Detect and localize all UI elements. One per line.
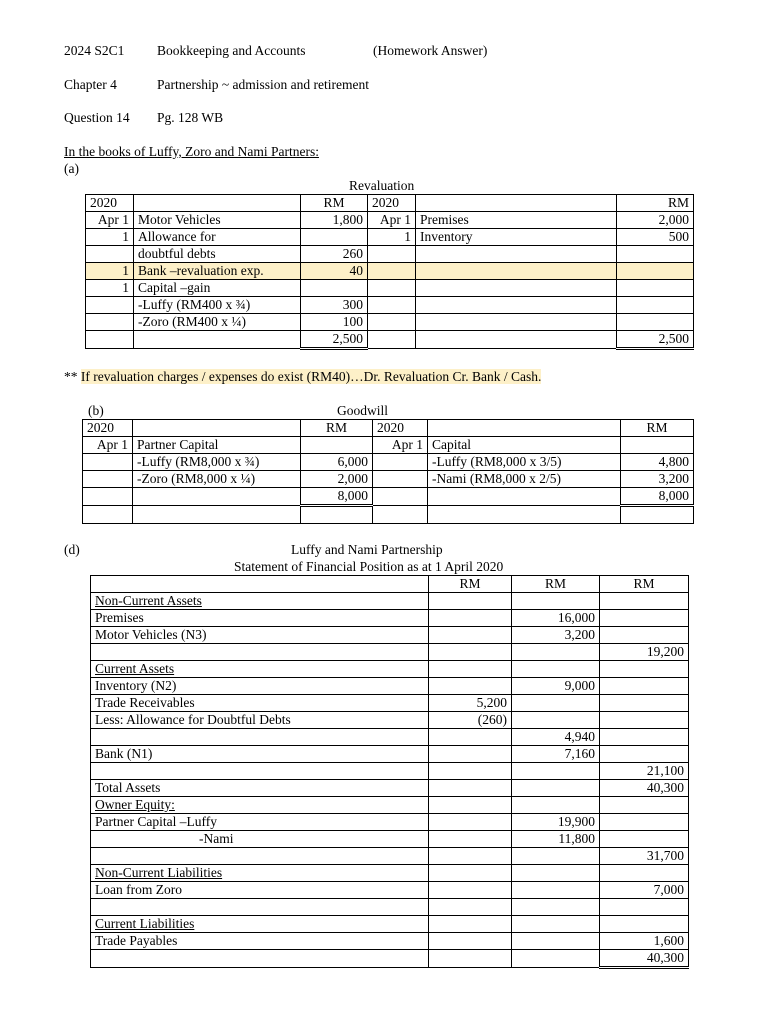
question-page: Pg. 128 WB xyxy=(157,110,224,125)
sofp-label: Motor Vehicles (N3) xyxy=(91,627,429,644)
goodwill-row xyxy=(83,471,694,488)
sofp-col3 xyxy=(600,865,689,882)
sofp-row xyxy=(91,848,689,865)
sofp-label xyxy=(91,899,429,916)
sofp-label: Bank (N1) xyxy=(91,746,429,763)
sofp-label: Inventory (N2) xyxy=(91,678,429,695)
date-left: Apr 1 xyxy=(83,437,133,454)
date-right xyxy=(373,488,428,506)
blank xyxy=(134,195,301,212)
particulars-left: -Zoro (RM400 x ¼) xyxy=(134,314,301,331)
revaluation-note-text: If revaluation charges / expenses do exist (RM40)…Dr. Revaluation Cr. Bank / Cash. xyxy=(80,369,542,384)
particulars-right xyxy=(416,297,617,314)
sofp-col1 xyxy=(429,729,512,746)
date-left: 1 xyxy=(86,263,134,280)
sofp-col2 xyxy=(512,933,600,950)
sofp-label xyxy=(91,763,429,780)
goodwill-row xyxy=(83,454,694,471)
sofp-col3 xyxy=(600,746,689,763)
revaluation-row xyxy=(86,229,694,246)
sofp-subtitle: Statement of Financial Position as at 1 April 2020 xyxy=(234,559,504,574)
sofp-col1 xyxy=(429,644,512,661)
date-right xyxy=(368,246,416,263)
date-left xyxy=(83,454,133,471)
particulars-left: Allowance for xyxy=(134,229,301,246)
date-right xyxy=(373,506,428,524)
amount-right xyxy=(617,246,694,263)
sofp-col1 xyxy=(429,882,512,899)
sofp-label: Less: Allowance for Doubtful Debts xyxy=(91,712,429,729)
sofp-col3: 40,300 xyxy=(600,780,689,797)
particulars-right: -Luffy (RM8,000 x 3/5) xyxy=(428,454,621,471)
books-title: In the books of Luffy, Zoro and Nami Partners: xyxy=(64,144,319,159)
sofp-col3 xyxy=(600,729,689,746)
particulars-right: Premises xyxy=(416,212,617,229)
sofp-col1 xyxy=(429,916,512,933)
sofp-col3 xyxy=(600,695,689,712)
year-right: 2020 xyxy=(373,420,428,437)
particulars-right xyxy=(416,263,617,280)
sofp-label: Loan from Zoro xyxy=(91,882,429,899)
sofp-col3 xyxy=(600,797,689,814)
sofp-col1: 5,200 xyxy=(429,695,512,712)
sofp-col2: 3,200 xyxy=(512,627,600,644)
particulars-right: -Nami (RM8,000 x 2/5) xyxy=(428,471,621,488)
homework-note: (Homework Answer) xyxy=(373,43,488,58)
sofp-label xyxy=(91,644,429,661)
sofp-title: Luffy and Nami Partnership xyxy=(291,542,443,557)
particulars-right xyxy=(416,331,617,349)
amount-right: 4,800 xyxy=(621,454,694,471)
subject-title: Bookkeeping and Accounts xyxy=(157,43,306,58)
part-a-label: (a) xyxy=(64,161,79,176)
revaluation-row xyxy=(86,263,694,280)
sofp-col3: 7,000 xyxy=(600,882,689,899)
sofp-label: Non-Current Liabilities xyxy=(91,865,429,882)
amount-right xyxy=(621,506,694,524)
sofp-label: Partner Capital –Luffy xyxy=(91,814,429,831)
sofp-col1 xyxy=(429,865,512,882)
sofp-row xyxy=(91,865,689,882)
particulars-left: Partner Capital xyxy=(133,437,301,454)
amount-right xyxy=(617,297,694,314)
amount-left: 1,800 xyxy=(301,212,368,229)
particulars-right xyxy=(428,488,621,506)
sofp-col3 xyxy=(600,831,689,848)
sofp-col1 xyxy=(429,661,512,678)
revaluation-row xyxy=(86,280,694,297)
amount-right: 2,500 xyxy=(617,331,694,349)
amount-right xyxy=(617,263,694,280)
amount-left: 2,000 xyxy=(301,471,373,488)
amount-left xyxy=(301,506,373,524)
sofp-col1 xyxy=(429,746,512,763)
sofp-label: Premises xyxy=(91,610,429,627)
date-right xyxy=(368,331,416,349)
amount-right xyxy=(617,314,694,331)
sofp-col2 xyxy=(512,712,600,729)
goodwill-header-row xyxy=(83,420,694,437)
particulars-right: Inventory xyxy=(416,229,617,246)
sofp-row xyxy=(91,593,689,610)
date-right xyxy=(368,314,416,331)
rm-col2: RM xyxy=(512,576,600,593)
sofp-col2 xyxy=(512,865,600,882)
sofp-row xyxy=(91,746,689,763)
particulars-left: doubtful debts xyxy=(134,246,301,263)
sofp-col2 xyxy=(512,797,600,814)
part-d-label: (d) xyxy=(64,542,80,557)
chapter-label: Chapter 4 xyxy=(64,77,117,92)
particulars-left: -Zoro (RM8,000 x ¼) xyxy=(133,471,301,488)
amount-left xyxy=(301,280,368,297)
sofp-col2: 7,160 xyxy=(512,746,600,763)
year-left: 2020 xyxy=(83,420,133,437)
sofp-col2: 11,800 xyxy=(512,831,600,848)
sofp-row xyxy=(91,899,689,916)
sofp-label: -Nami xyxy=(91,831,429,848)
date-right: Apr 1 xyxy=(373,437,428,454)
sofp-col3 xyxy=(600,712,689,729)
sofp-col1 xyxy=(429,814,512,831)
amount-right: 2,000 xyxy=(617,212,694,229)
rm-right: RM xyxy=(617,195,694,212)
sofp-col1 xyxy=(429,678,512,695)
sofp-label: Total Assets xyxy=(91,780,429,797)
particulars-left: -Luffy (RM8,000 x ¾) xyxy=(133,454,301,471)
date-right xyxy=(373,454,428,471)
amount-right: 8,000 xyxy=(621,488,694,506)
rm-right: RM xyxy=(621,420,694,437)
revaluation-header-row xyxy=(86,195,694,212)
date-left: 1 xyxy=(86,280,134,297)
sofp-label: Non-Current Assets xyxy=(91,593,429,610)
sofp-col3: 1,600 xyxy=(600,933,689,950)
sofp-label xyxy=(91,729,429,746)
sofp-label: Trade Payables xyxy=(91,933,429,950)
goodwill-row xyxy=(83,437,694,454)
sofp-col3: 31,700 xyxy=(600,848,689,865)
date-right xyxy=(373,471,428,488)
sofp-col1: (260) xyxy=(429,712,512,729)
sofp-col1 xyxy=(429,780,512,797)
amount-left: 6,000 xyxy=(301,454,373,471)
amount-left: 2,500 xyxy=(301,331,368,349)
sofp-col1 xyxy=(429,933,512,950)
date-left xyxy=(86,297,134,314)
rm-left: RM xyxy=(301,195,368,212)
particulars-left: Bank –revaluation exp. xyxy=(134,263,301,280)
date-left xyxy=(83,506,133,524)
sofp-col3: 21,100 xyxy=(600,763,689,780)
sofp-row xyxy=(91,780,689,797)
sofp-col1 xyxy=(429,763,512,780)
particulars-right: Capital xyxy=(428,437,621,454)
sofp-row xyxy=(91,729,689,746)
amount-right xyxy=(617,280,694,297)
sofp-col1 xyxy=(429,593,512,610)
sofp-label xyxy=(91,950,429,968)
sofp-row xyxy=(91,933,689,950)
sofp-row xyxy=(91,797,689,814)
sofp-col1 xyxy=(429,797,512,814)
revaluation-table xyxy=(85,194,694,350)
amount-left: 300 xyxy=(301,297,368,314)
amount-left xyxy=(301,229,368,246)
particulars-left: Capital –gain xyxy=(134,280,301,297)
sofp-col1 xyxy=(429,610,512,627)
sofp-col3 xyxy=(600,661,689,678)
sofp-col2 xyxy=(512,644,600,661)
date-left xyxy=(86,331,134,349)
sofp-col2: 9,000 xyxy=(512,678,600,695)
sofp-col3: 40,300 xyxy=(600,950,689,968)
date-right: 1 xyxy=(368,229,416,246)
amount-right xyxy=(621,437,694,454)
sofp-row xyxy=(91,916,689,933)
date-left: Apr 1 xyxy=(86,212,134,229)
sofp-label: Current Assets xyxy=(91,661,429,678)
sofp-col2 xyxy=(512,848,600,865)
blank xyxy=(91,576,429,593)
blank xyxy=(428,420,621,437)
goodwill-row xyxy=(83,506,694,524)
sofp-row xyxy=(91,763,689,780)
blank xyxy=(416,195,617,212)
sofp-col1 xyxy=(429,627,512,644)
sofp-row xyxy=(91,950,689,968)
date-left xyxy=(83,488,133,506)
part-b-label: (b) xyxy=(88,403,104,418)
goodwill-title: Goodwill xyxy=(337,403,389,418)
sofp-row xyxy=(91,661,689,678)
sofp-col2 xyxy=(512,763,600,780)
sofp-col3 xyxy=(600,627,689,644)
rm-left: RM xyxy=(301,420,373,437)
particulars-left xyxy=(133,506,301,524)
sofp-col1 xyxy=(429,950,512,968)
revaluation-row xyxy=(86,212,694,229)
sofp-col3: 19,200 xyxy=(600,644,689,661)
sofp-row xyxy=(91,814,689,831)
sofp-row xyxy=(91,882,689,899)
amount-left: 8,000 xyxy=(301,488,373,506)
amount-right: 3,200 xyxy=(621,471,694,488)
sofp-label xyxy=(91,848,429,865)
revaluation-row xyxy=(86,246,694,263)
course-code: 2024 S2C1 xyxy=(64,43,125,58)
sofp-col2 xyxy=(512,950,600,968)
date-left: 1 xyxy=(86,229,134,246)
sofp-col2 xyxy=(512,899,600,916)
question-label: Question 14 xyxy=(64,110,130,125)
sofp-row xyxy=(91,831,689,848)
sofp-row xyxy=(91,610,689,627)
amount-left: 100 xyxy=(301,314,368,331)
year-left: 2020 xyxy=(86,195,134,212)
sofp-row xyxy=(91,644,689,661)
particulars-left: Motor Vehicles xyxy=(134,212,301,229)
sofp-col3 xyxy=(600,814,689,831)
sofp-col2 xyxy=(512,882,600,899)
rm-col1: RM xyxy=(429,576,512,593)
sofp-table xyxy=(90,575,689,969)
goodwill-table xyxy=(82,419,694,524)
blank xyxy=(133,420,301,437)
amount-left: 40 xyxy=(301,263,368,280)
sofp-label: Owner Equity: xyxy=(91,797,429,814)
date-right: Apr 1 xyxy=(368,212,416,229)
goodwill-row xyxy=(83,488,694,506)
revaluation-row xyxy=(86,331,694,349)
sofp-col2 xyxy=(512,695,600,712)
sofp-col3 xyxy=(600,899,689,916)
sofp-col2 xyxy=(512,780,600,797)
sofp-col2 xyxy=(512,593,600,610)
particulars-left xyxy=(134,331,301,349)
rm-col3: RM xyxy=(600,576,689,593)
date-right xyxy=(368,263,416,280)
particulars-right xyxy=(428,506,621,524)
sofp-row xyxy=(91,627,689,644)
particulars-left: -Luffy (RM400 x ¾) xyxy=(134,297,301,314)
particulars-right xyxy=(416,246,617,263)
sofp-col3 xyxy=(600,678,689,695)
sofp-header-row xyxy=(91,576,689,593)
date-right xyxy=(368,280,416,297)
sofp-col2: 16,000 xyxy=(512,610,600,627)
sofp-col2 xyxy=(512,661,600,678)
revaluation-row xyxy=(86,297,694,314)
sofp-row xyxy=(91,695,689,712)
date-left xyxy=(83,471,133,488)
sofp-label: Trade Receivables xyxy=(91,695,429,712)
amount-left: 260 xyxy=(301,246,368,263)
date-left xyxy=(86,314,134,331)
year-right: 2020 xyxy=(368,195,416,212)
sofp-label: Current Liabilities xyxy=(91,916,429,933)
particulars-left xyxy=(133,488,301,506)
sofp-col2: 19,900 xyxy=(512,814,600,831)
particulars-right xyxy=(416,280,617,297)
revaluation-note: ** If revaluation charges / expenses do exist (RM40)…Dr. Revaluation Cr. Bank / Cash. xyxy=(64,369,542,384)
sofp-col2: 4,940 xyxy=(512,729,600,746)
sofp-row xyxy=(91,712,689,729)
chapter-title: Partnership ~ admission and retirement xyxy=(157,77,370,92)
particulars-right xyxy=(416,314,617,331)
revaluation-title: Revaluation xyxy=(349,178,415,193)
sofp-col3 xyxy=(600,593,689,610)
amount-right: 500 xyxy=(617,229,694,246)
sofp-col3 xyxy=(600,610,689,627)
sofp-col2 xyxy=(512,916,600,933)
sofp-col1 xyxy=(429,848,512,865)
date-right xyxy=(368,297,416,314)
date-left xyxy=(86,246,134,263)
sofp-col3 xyxy=(600,916,689,933)
sofp-row xyxy=(91,678,689,695)
sofp-col1 xyxy=(429,831,512,848)
sofp-col1 xyxy=(429,899,512,916)
revaluation-row xyxy=(86,314,694,331)
amount-left xyxy=(301,437,373,454)
